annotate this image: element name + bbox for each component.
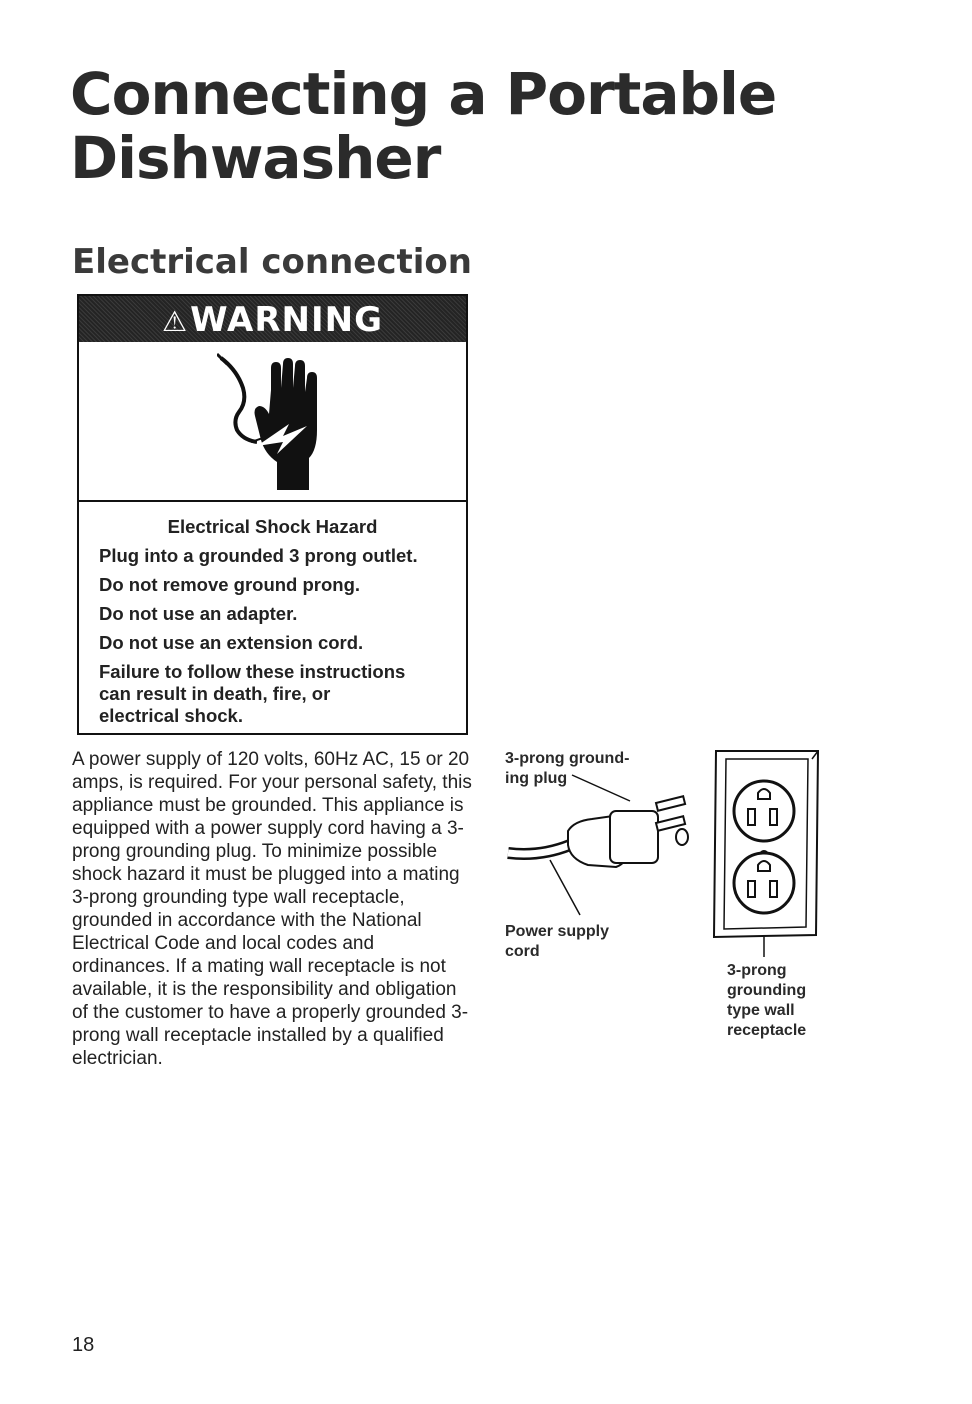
warning-line: Failure to follow these instructions bbox=[99, 661, 406, 682]
page-number: 18 bbox=[72, 1334, 95, 1356]
section-heading: Electrical connection bbox=[72, 242, 472, 282]
warning-header-label: WARNING bbox=[190, 300, 384, 340]
receptacle-label: 3-prong grounding type wall receptacle bbox=[727, 962, 807, 1039]
power-requirements-paragraph: A power supply of 120 volts, 60Hz AC, 15 or 20 amps, is required. For your personal safety, this appliance must be grounded. This appliance is equipped with a power supply cord having a 3-prong grounding plug. To minimize possible shock hazard it must be plugged into a mating 3-prong grounding type wall receptacle, grounded in accordance with the National Electrical Code and local codes and ordinances. If a mating wall receptacle is not available, it is the responsibility and obligation of the customer to have a properly grounded 3-prong wall receptacle installed by a qualified electrician. bbox=[72, 749, 472, 1069]
warning-line: Plug into a grounded 3 prong outlet. bbox=[99, 545, 418, 566]
warning-pictogram bbox=[79, 342, 466, 502]
warning-line: Do not use an extension cord. bbox=[99, 632, 364, 653]
warning-line: can result in death, fire, or bbox=[99, 683, 331, 704]
cord-label: Power supply cord bbox=[505, 923, 610, 960]
electric-shock-hand-icon bbox=[217, 350, 337, 495]
warning-line: Do not use an adapter. bbox=[99, 603, 298, 624]
warning-line: Do not remove ground prong. bbox=[99, 574, 361, 595]
warning-box bbox=[77, 294, 468, 735]
warning-line: electrical shock. bbox=[99, 705, 243, 726]
plug-and-receptacle-illustration bbox=[500, 745, 830, 1065]
plug-label: 3-prong ground- ing plug bbox=[505, 750, 630, 787]
warning-triangle-icon: ⚠ bbox=[161, 305, 189, 338]
warning-line: Electrical Shock Hazard bbox=[167, 516, 378, 537]
warning-header bbox=[79, 296, 466, 342]
page-title: Connecting a Portable Dishwasher bbox=[70, 60, 777, 192]
